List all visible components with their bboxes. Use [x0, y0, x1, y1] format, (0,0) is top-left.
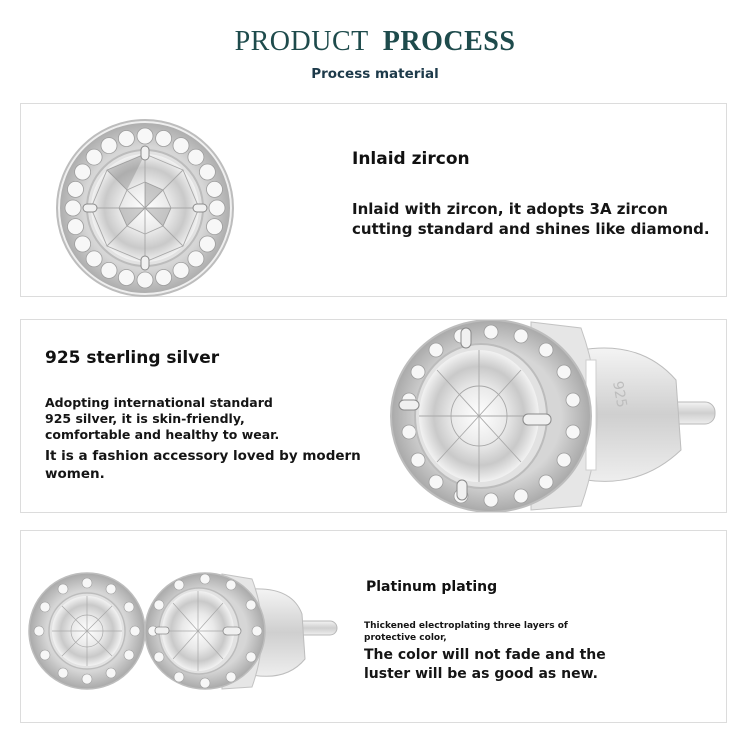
- section-title: Platinum plating: [366, 579, 498, 595]
- section-card-sterling-silver: [20, 319, 727, 513]
- page-subtitle: Process material: [311, 66, 439, 82]
- section-description-small: Thickened electroplating three layers of protective color,: [364, 621, 568, 643]
- section-card-platinum-plating: [20, 530, 727, 723]
- section-description: Inlaid with zircon, it adopts 3A zircon cutting standard and shines like diamond.: [352, 200, 710, 238]
- svg-text:925: 925: [609, 379, 630, 410]
- section-description: It is a fashion accessory loved by modern women.: [45, 448, 361, 482]
- section-card-inlaid-zircon: [20, 103, 727, 297]
- section-title: Inlaid zircon: [352, 149, 470, 169]
- earring-pair-image: [27, 569, 347, 694]
- earring-side-image: [381, 320, 721, 512]
- page-title: PRODUCT PROCESS: [234, 26, 516, 57]
- section-description-small: Adopting international standard 925 silver, it is skin-friendly, comfortable and healthy to wear.: [45, 395, 280, 442]
- earring-front-image: [53, 116, 237, 300]
- section-title: 925 sterling silver: [45, 348, 220, 368]
- section-description: The color will not fade and the luster will be as good as new.: [364, 647, 606, 682]
